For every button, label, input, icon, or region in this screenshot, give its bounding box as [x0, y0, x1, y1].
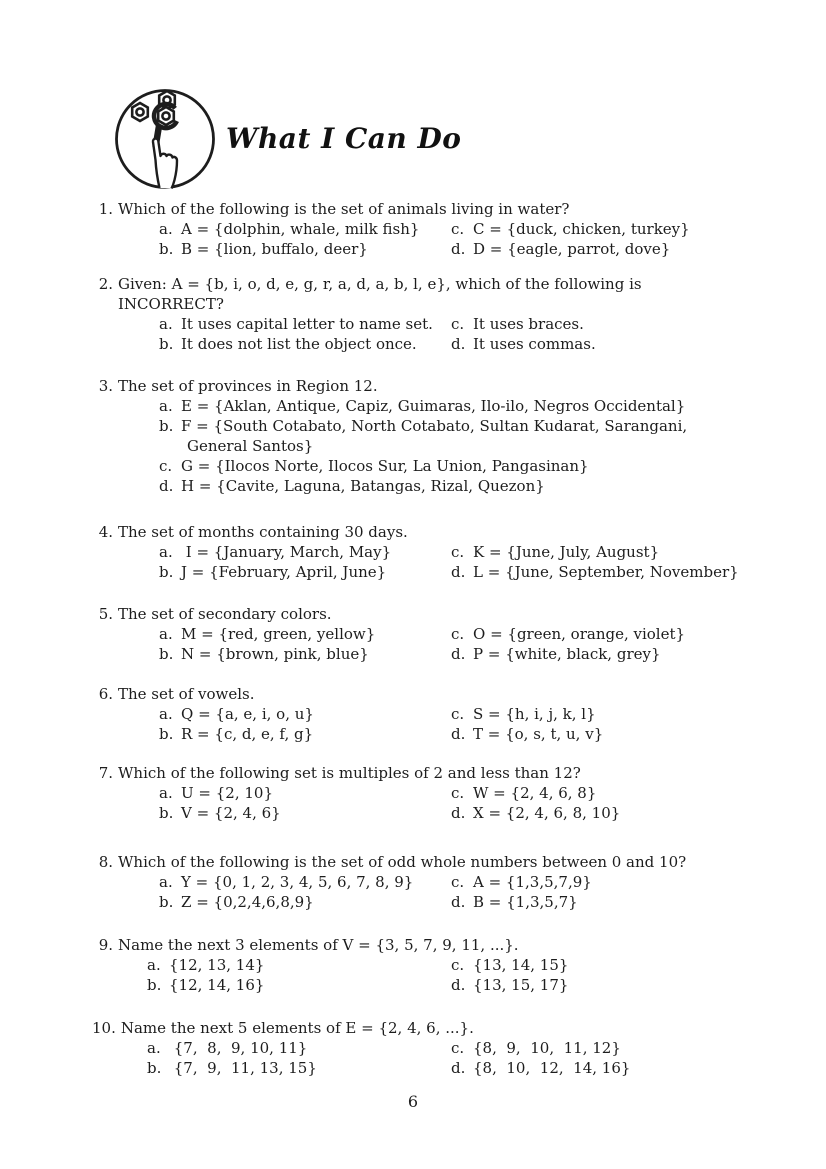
- answer-option-c: [451, 872, 592, 892]
- option-text: {7, 9, 11, 13, 15}: [169, 1059, 317, 1077]
- option-text: C = {duck, chicken, turkey}: [473, 220, 690, 238]
- option-text: H = {Cavite, Laguna, Batangas, Rizal, Quezon}: [181, 477, 545, 495]
- question-9: [92, 935, 746, 995]
- question-10: [92, 1018, 746, 1078]
- option-letter: d.: [159, 477, 174, 495]
- question-text: [118, 376, 746, 396]
- option-letter: d.: [451, 725, 466, 743]
- answer-option-c: [451, 783, 620, 803]
- option-text: W = {2, 4, 6, 8}: [473, 784, 597, 802]
- answer-option-d: [451, 239, 690, 259]
- options: [159, 396, 746, 496]
- question-8: [92, 852, 746, 912]
- option-letter: d.: [451, 1059, 466, 1077]
- option-letter: a.: [147, 1039, 161, 1057]
- question-text: [118, 274, 746, 314]
- answer-option-d: [451, 334, 596, 354]
- answer-option-d: [451, 724, 603, 744]
- option-letter: c.: [159, 457, 173, 475]
- option-text: V = {2, 4, 6}: [181, 804, 281, 822]
- option-letter: c.: [451, 315, 465, 333]
- option-text: It uses capital letter to name set.: [181, 315, 433, 333]
- answer-option-a: [147, 1038, 451, 1058]
- option-text: F = {South Cotabato, North Cotabato, Sultan Kudarat, Sarangani, General Santos}: [181, 417, 688, 455]
- option-text: T = {o, s, t, u, v}: [473, 725, 604, 743]
- answer-option-d: [451, 892, 592, 912]
- option-letter: c.: [451, 873, 465, 891]
- answer-option-a: [159, 542, 451, 562]
- option-text: X = {2, 4, 6, 8, 10}: [473, 804, 621, 822]
- answer-option-a: [159, 872, 451, 892]
- option-letter: b.: [159, 335, 174, 353]
- answer-option-a: [159, 624, 451, 644]
- question-number: 10.: [92, 1019, 116, 1037]
- options: [147, 955, 746, 995]
- question-2: [92, 274, 746, 354]
- answer-option-a: [147, 955, 451, 975]
- answer-option-b: [159, 239, 451, 259]
- option-letter: b.: [159, 417, 174, 435]
- option-text: It uses commas.: [473, 335, 596, 353]
- section-header: [0, 0, 826, 191]
- page-title: What I Can Do: [226, 122, 462, 155]
- option-letter: b.: [159, 725, 174, 743]
- question-text: [118, 604, 746, 624]
- question-number: 8.: [98, 853, 113, 871]
- option-letter: d.: [451, 976, 466, 994]
- question-list: [0, 199, 826, 1078]
- option-letter: d.: [451, 893, 466, 911]
- option-letter: b.: [147, 976, 162, 994]
- options: [159, 314, 746, 354]
- option-text: O = {green, orange, violet}: [473, 625, 686, 643]
- option-letter: a.: [159, 873, 173, 891]
- question-3: [92, 376, 746, 496]
- option-letter: c.: [451, 220, 465, 238]
- options: [159, 624, 746, 664]
- answer-option-d: [451, 644, 685, 664]
- option-text: B = {lion, buffalo, deer}: [181, 240, 368, 258]
- answer-option-d: [451, 803, 620, 823]
- question-text: [118, 684, 746, 704]
- option-letter: d.: [451, 335, 466, 353]
- option-text: It uses braces.: [473, 315, 584, 333]
- answer-option-d: [451, 975, 568, 995]
- option-text: B = {1,3,5,7}: [473, 893, 578, 911]
- question-5: [92, 604, 746, 664]
- question-text: [118, 852, 746, 872]
- answer-option-a: [159, 219, 451, 239]
- option-letter: b.: [159, 893, 174, 911]
- answer-option-b: [159, 892, 451, 912]
- text-line: The set of secondary colors.: [118, 605, 332, 623]
- option-letter: d.: [451, 240, 466, 258]
- option-letter: c.: [451, 705, 465, 723]
- option-letter: c.: [451, 625, 465, 643]
- question-text: [118, 522, 746, 542]
- answer-option-d: [451, 1058, 630, 1078]
- option-text: A = {1,3,5,7,9}: [473, 873, 592, 891]
- text-line: The set of provinces in Region 12.: [118, 377, 378, 395]
- option-text: M = {red, green, yellow}: [181, 625, 376, 643]
- option-text: E = {Aklan, Antique, Capiz, Guimaras, Ilo-ilo, Negros Occidental}: [181, 397, 686, 415]
- text-line: Which of the following set is multiples of 2 and less than 12?: [118, 764, 581, 782]
- option-letter: a.: [159, 220, 173, 238]
- question-4: [92, 522, 746, 582]
- option-letter: d.: [451, 563, 466, 581]
- option-letter: a.: [159, 397, 173, 415]
- answer-option-c: [451, 219, 690, 239]
- options: [147, 1038, 746, 1078]
- question-number: 5.: [98, 605, 113, 623]
- option-letter: b.: [159, 804, 174, 822]
- option-text: {12, 13, 14}: [169, 956, 265, 974]
- hand-with-wrench-icon: [113, 87, 217, 191]
- option-letter: b.: [159, 563, 174, 581]
- text-line: Name the next 3 elements of V = {3, 5, 7, 9, 11, ...}.: [118, 936, 519, 954]
- option-text: P = {white, black, grey}: [473, 645, 661, 663]
- option-text: R = {c, d, e, f, g}: [181, 725, 314, 743]
- text-line: The set of months containing 30 days.: [118, 523, 408, 541]
- answer-option-b: [147, 975, 451, 995]
- answer-option-b: [159, 334, 451, 354]
- option-text: {8, 9, 10, 11, 12}: [473, 1039, 621, 1057]
- question-6: [92, 684, 746, 744]
- answer-option-b: [159, 562, 451, 582]
- option-letter: a.: [159, 625, 173, 643]
- option-text: K = {June, July, August}: [473, 543, 660, 561]
- answer-option-b: [159, 644, 451, 664]
- option-text: J = {February, April, June}: [181, 563, 387, 581]
- question-text: [118, 199, 746, 219]
- option-letter: c.: [451, 1039, 465, 1057]
- answer-option-c: [451, 1038, 630, 1058]
- options: [159, 704, 746, 744]
- option-text: I = {January, March, May}: [181, 543, 392, 561]
- answer-option-c: [451, 704, 603, 724]
- option-letter: d.: [451, 645, 466, 663]
- option-text: D = {eagle, parrot, dove}: [473, 240, 671, 258]
- option-letter: a.: [159, 543, 173, 561]
- option-letter: a.: [159, 705, 173, 723]
- question-text: [121, 1018, 746, 1038]
- option-letter: c.: [451, 543, 465, 561]
- question-number: 6.: [98, 685, 113, 703]
- option-letter: a.: [159, 784, 173, 802]
- page-number: 6: [407, 1092, 419, 1111]
- question-text: [118, 763, 746, 783]
- options: [159, 783, 746, 823]
- option-text: U = {2, 10}: [181, 784, 273, 802]
- answer-option-a: [159, 783, 451, 803]
- answer-option-b: [147, 1058, 451, 1078]
- answer-option-b: [159, 416, 746, 456]
- option-text: Y = {0, 1, 2, 3, 4, 5, 6, 7, 8, 9}: [181, 873, 414, 891]
- option-text: {7, 8, 9, 10, 11}: [169, 1039, 308, 1057]
- answer-option-a: [159, 396, 746, 416]
- question-7: [92, 763, 746, 823]
- answer-option-c: [451, 955, 568, 975]
- question-number: 9.: [98, 936, 113, 954]
- option-text: N = {brown, pink, blue}: [181, 645, 369, 663]
- question-text: [118, 935, 746, 955]
- option-letter: a.: [147, 956, 161, 974]
- answer-option-a: [159, 314, 451, 334]
- option-letter: c.: [451, 956, 465, 974]
- answer-option-c: [451, 314, 596, 334]
- option-text: Z = {0,2,4,6,8,9}: [181, 893, 314, 911]
- option-letter: b.: [147, 1059, 162, 1077]
- text-line: INCORRECT?: [118, 295, 224, 313]
- option-text: L = {June, September, November}: [473, 563, 739, 581]
- answer-option-b: [159, 803, 451, 823]
- option-text: S = {h, i, j, k, l}: [473, 705, 596, 723]
- option-text: {8, 10, 12, 14, 16}: [473, 1059, 631, 1077]
- option-letter: c.: [451, 784, 465, 802]
- text-line: Which of the following is the set of odd whole numbers between 0 and 10?: [118, 853, 687, 871]
- question-number: 1.: [98, 200, 113, 218]
- option-text: {12, 14, 16}: [169, 976, 265, 994]
- answer-option-c: [159, 456, 746, 476]
- option-text: G = {Ilocos Norte, Ilocos Sur, La Union, Pangasinan}: [181, 457, 589, 475]
- text-line: Name the next 5 elements of E = {2, 4, 6, ...}.: [120, 1019, 474, 1037]
- option-text: It does not list the object once.: [181, 335, 417, 353]
- answer-option-d: [159, 476, 746, 496]
- option-letter: d.: [451, 804, 466, 822]
- question-1: [92, 199, 746, 259]
- options: [159, 872, 746, 912]
- option-letter: b.: [159, 240, 174, 258]
- option-letter: a.: [159, 315, 173, 333]
- text-line: Which of the following is the set of animals living in water?: [118, 200, 570, 218]
- text-line: The set of vowels.: [118, 685, 255, 703]
- text-line: Given: A = {b, i, o, d, e, g, r, a, d, a, b, l, e}, which of the following is: [118, 275, 642, 293]
- answer-option-c: [451, 624, 685, 644]
- question-number: 3.: [98, 377, 113, 395]
- option-letter: b.: [159, 645, 174, 663]
- option-text: A = {dolphin, whale, milk fish}: [181, 220, 420, 238]
- question-number: 2.: [98, 275, 113, 293]
- answer-option-b: [159, 724, 451, 744]
- options: [159, 219, 746, 259]
- answer-option-d: [451, 562, 739, 582]
- answer-option-a: [159, 704, 451, 724]
- question-number: 4.: [98, 523, 113, 541]
- option-text: {13, 14, 15}: [473, 956, 569, 974]
- question-number: 7.: [98, 764, 113, 782]
- options: [159, 542, 746, 582]
- option-text: {13, 15, 17}: [473, 976, 569, 994]
- option-text: Q = {a, e, i, o, u}: [181, 705, 314, 723]
- answer-option-c: [451, 542, 739, 562]
